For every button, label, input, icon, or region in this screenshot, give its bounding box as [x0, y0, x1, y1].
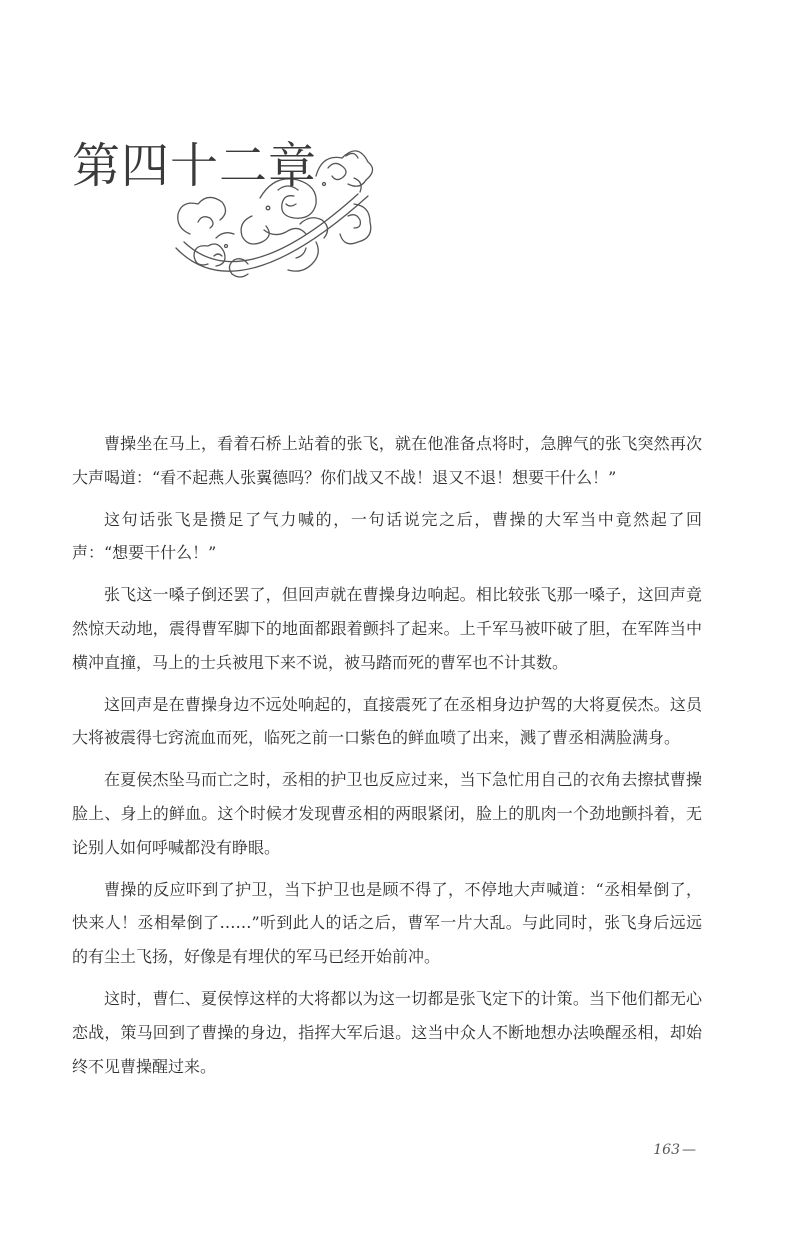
paragraph: 在夏侯杰坠马而亡之时，丞相的护卫也反应过来，当下急忙用自己的衣角去擦拭曹操脸上、身上的鲜血。这个时候才发现曹丞相的两眼紧闭，脸上的肌肉一个劲地颤抖着，无论别人如何呼喊都没有睁眼。: [72, 770, 702, 857]
paragraph: 这时，曹仁、夏侯惇这样的大将都以为这一切都是张飞定下的计策。当下他们都无心恋战，策马回到了曹操的身边，指挥大军后退。这当中众人不断地想办法唤醒丞相，却始终不见曹操醒过来。: [72, 988, 702, 1076]
paragraph: 曹操的反应吓到了护卫，当下护卫也是顾不得了，不停地大声喊道：“丞相晕倒了，快来人！丞相晕倒了……”听到此人的话之后，曹军一片大乱。与此同时，张飞身后远远的有尘土飞扬，好像是有埋伏的军马已经开始前冲。: [72, 879, 702, 967]
chapter-title: 第四十二章: [72, 138, 318, 194]
page-number: 163: [653, 1142, 680, 1158]
paragraph: 这回声是在曹操身边不远处响起的，直接震死了在丞相身边护驾的大将夏侯杰。这员大将被震得七窍流血而死，临死之前一口紫色的鲜血喷了出来，溅了曹丞相满脸满身。: [72, 694, 702, 748]
page-footer: [653, 1142, 696, 1158]
page-dash: —: [682, 1142, 696, 1158]
paragraph: 曹操坐在马上，看着石桥上站着的张飞，就在他准备点将时，急脾气的张飞突然再次大声喝道：“看不起燕人张翼德吗？你们战又不战！退又不退！想要干什么！”: [72, 434, 702, 487]
paragraph: 张飞这一嗓子倒还罢了，但回声就在曹操身边响起。相比较张飞那一嗓子，这回声竟然惊天动地，震得曹军脚下的地面都跟着颤抖了起来。上千军马被吓破了胆，在军阵当中横冲直撞，马上的士兵被甩下来不说，被马踏而死的曹军也不计其数。: [72, 585, 702, 672]
chapter-body: [72, 427, 702, 1091]
paragraph: 这句话张飞是攒足了气力喊的，一句话说完之后，曹操的大军当中竟然起了回声：“想要干什么！”: [72, 509, 702, 563]
